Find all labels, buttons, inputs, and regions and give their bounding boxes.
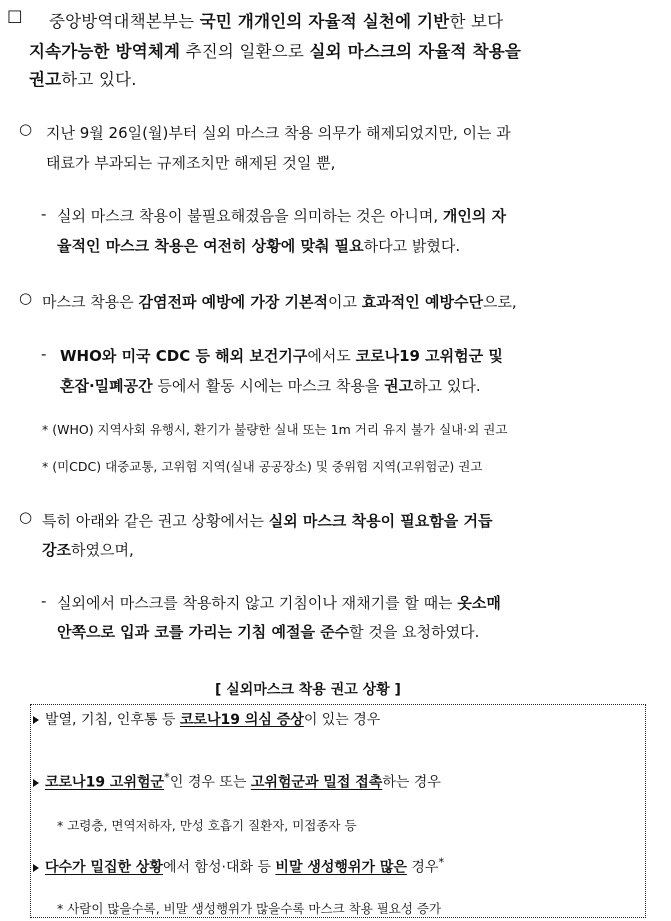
p3-line1: 실외 마스크 착용이 불필요해졌음을 의미하는 것은 아니며, 개인의 자	[57, 207, 507, 225]
p3-line2: 율적인 마스크 착용은 여전히 상황에 맞춰 필요하다고 밝혔다.	[57, 237, 461, 255]
p1-line3: 권고하고 있다.	[29, 70, 137, 89]
box-item-crowded: 다수가 밀집한 상황에서 함성·대화 등 비말 생성행위가 많은 경우*	[33, 855, 444, 877]
p5-line2: 혼잡·밀폐공간 등에서 활동 시에는 마스크 착용을 권고하고 있다.	[60, 377, 481, 395]
dash-bullet: -	[41, 205, 47, 223]
circle-bullet: ○	[19, 508, 33, 526]
box-item-high-risk: 코로나19 고위험군*인 경우 또는 고위험군과 밀접 접촉하는 경우	[33, 770, 441, 792]
box-title: [ 실외마스크 착용 권고 상황 ]	[215, 682, 401, 698]
p4-line: 마스크 착용은 감염전파 예방에 가장 기본적이고 효과적인 예방수단으로,	[42, 293, 517, 311]
triangle-bullet-icon	[33, 779, 39, 787]
p7-line1: 실외에서 마스크를 착용하지 않고 기침이나 재채기를 할 때는 옷소매	[57, 594, 501, 612]
p1-line1: 중앙방역대책본부는 국민 개개인의 자율적 실천에 기반한 보다	[49, 12, 504, 31]
dash-bullet: -	[41, 592, 47, 610]
box-item-symptoms: 발열, 기침, 인후통 등 코로나19 의심 증상이 있는 경우	[33, 709, 380, 729]
footnote-cdc: * (미CDC) 대중교통, 고위험 지역(실내 공공장소) 및 중위험 지역(고위험군) 권고	[42, 459, 483, 474]
triangle-bullet-icon	[33, 716, 39, 724]
dash-bullet: -	[41, 345, 47, 363]
circle-bullet: ○	[19, 120, 33, 138]
p1-line2: 지속가능한 방역체계 추진의 일환으로 실외 마스크의 자율적 착용을	[29, 42, 522, 61]
box-note-crowded: * 사람이 많을수록, 비말 생성행위가 많을수록 마스크 착용 필요성 증가	[57, 901, 442, 916]
footnote-who: * (WHO) 지역사회 유행시, 환기가 불량한 실내 또는 1m 거리 유지 불가 실내·외 권고	[42, 422, 508, 437]
p7-line2: 안쪽으로 입과 코를 가리는 기침 예절을 준수할 것을 요청하였다.	[57, 623, 480, 641]
p6-line1: 특히 아래와 같은 권고 상황에서는 실외 마스크 착용이 필요함을 거듭	[42, 512, 493, 530]
p2-line1: 지난 9월 26일(월)부터 실외 마스크 착용 의무가 해제되었지만, 이는 과	[46, 124, 511, 142]
circle-bullet: ○	[19, 289, 33, 307]
square-bullet: □	[7, 6, 23, 25]
p6-line2: 강조하였으며,	[42, 541, 134, 559]
triangle-bullet-icon	[33, 864, 39, 872]
p5-line1: WHO와 미국 CDC 등 해외 보건기구에서도 코로나19 고위험군 및	[60, 347, 503, 365]
box-note-high-risk: * 고령층, 면역저하자, 만성 호흡기 질환자, 미접종자 등	[57, 818, 357, 833]
p2-line2: 태료가 부과되는 규제조치만 해제된 것일 뿐,	[46, 154, 336, 172]
recommendation-box	[30, 704, 646, 918]
